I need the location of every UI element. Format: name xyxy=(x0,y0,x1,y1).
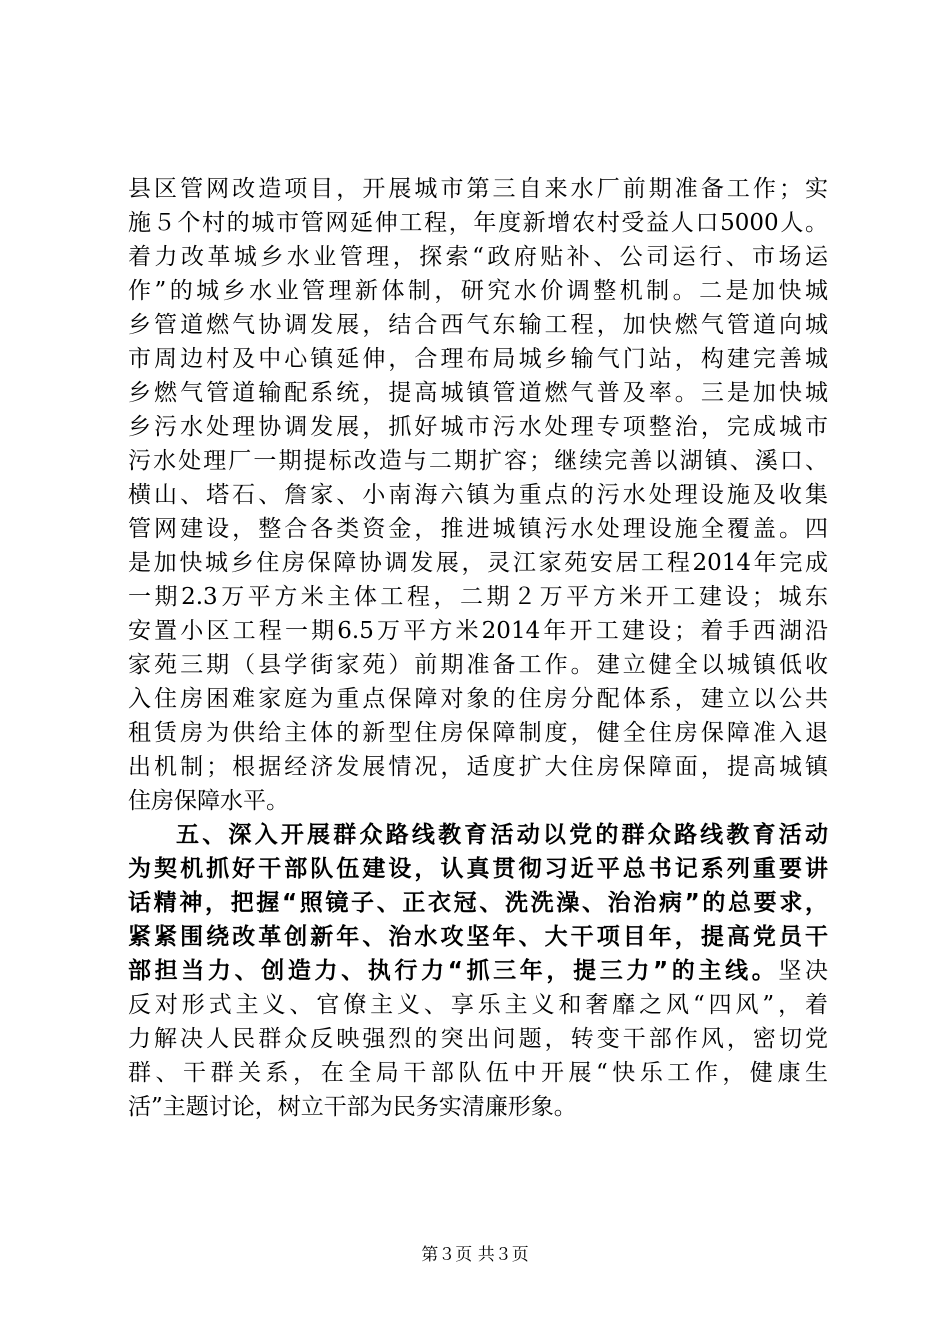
body-line: 反对形式主义、官僚主义、享乐主义和奢靡之风“四风”，着 xyxy=(128,992,828,1018)
body-line: 市周边村及中心镇延伸，合理布局城乡输气门站，构建完善城 xyxy=(128,346,828,372)
body-line: 活”主题讨论，树立干部为民务实清廉形象。 xyxy=(128,1094,577,1120)
body-line: 污水处理厂一期提标改造与二期扩容；继续完善以湖镇、溪口、 xyxy=(128,448,828,474)
body-line: 一期2.3万平方米主体工程，二期２万平方米开工建设；城东 xyxy=(128,584,828,610)
section-heading-line: 为契机抓好干部队伍建设，认真贯彻习近平总书记系列重要讲 xyxy=(128,856,828,882)
body-line: 作”的城乡水业管理新体制，研究水价调整机制。二是加快城 xyxy=(128,278,828,304)
body-line: 住房保障水平。 xyxy=(128,788,289,814)
section-heading-line: 话精神，把握“照镜子、正衣冠、洗洗澡、治治病”的总要求， xyxy=(128,890,828,916)
section-heading-line: 紧紧围绕改革创新年、治水攻坚年、大干项目年，提高党员干 xyxy=(128,924,828,950)
body-line: 县区管网改造项目，开展城市第三自来水厂前期准备工作；实 xyxy=(128,176,828,202)
body-line: 是加快城乡住房保障协调发展，灵江家苑安居工程2014年完成 xyxy=(128,550,828,576)
body-line: 着力改革城乡水业管理，探索“政府贴补、公司运行、市场运 xyxy=(128,244,828,270)
body-line: 横山、塔石、詹家、小南海六镇为重点的污水处理设施及收集 xyxy=(128,482,828,508)
body-line: 出机制；根据经济发展情况，适度扩大住房保障面，提高城镇 xyxy=(128,754,828,780)
body-line: 入住房困难家庭为重点保障对象的住房分配体系，建立以公共 xyxy=(128,686,828,712)
body-line: 施５个村的城市管网延伸工程，年度新增农村受益人口5000人。 xyxy=(128,210,828,236)
body-line: 乡污水处理协调发展，抓好城市污水处理专项整治，完成城市 xyxy=(128,414,828,440)
section-heading-line: 五、深入开展群众路线教育活动以党的群众路线教育活动 xyxy=(176,822,828,848)
body-line: 群、干群关系，在全局干部队伍中开展“快乐工作，健康生 xyxy=(128,1060,828,1086)
body-text-tail: 坚决 xyxy=(778,958,829,984)
section-heading-tail: 部担当力、创造力、执行力“抓三年，提三力”的主线。 xyxy=(128,958,779,984)
body-line: 力解决人民群众反映强烈的突出问题，转变干部作风，密切党 xyxy=(128,1026,828,1052)
page-number-footer: 第３页 共３页 xyxy=(421,1245,529,1265)
body-line: 租赁房为供给主体的新型住房保障制度，健全住房保障准入退 xyxy=(128,720,828,746)
body-line: 乡管道燃气协调发展，结合西气东输工程，加快燃气管道向城 xyxy=(128,312,828,338)
mixed-line xyxy=(128,954,828,988)
body-line: 管网建设，整合各类资金，推进城镇污水处理设施全覆盖。四 xyxy=(128,516,828,542)
body-line: 安置小区工程一期6.5万平方米2014年开工建设；着手西湖沿 xyxy=(128,618,828,644)
body-line: 乡燃气管道输配系统，提高城镇管道燃气普及率。三是加快城 xyxy=(128,380,828,406)
body-line: 家苑三期（县学街家苑）前期准备工作。建立健全以城镇低收 xyxy=(128,652,828,678)
